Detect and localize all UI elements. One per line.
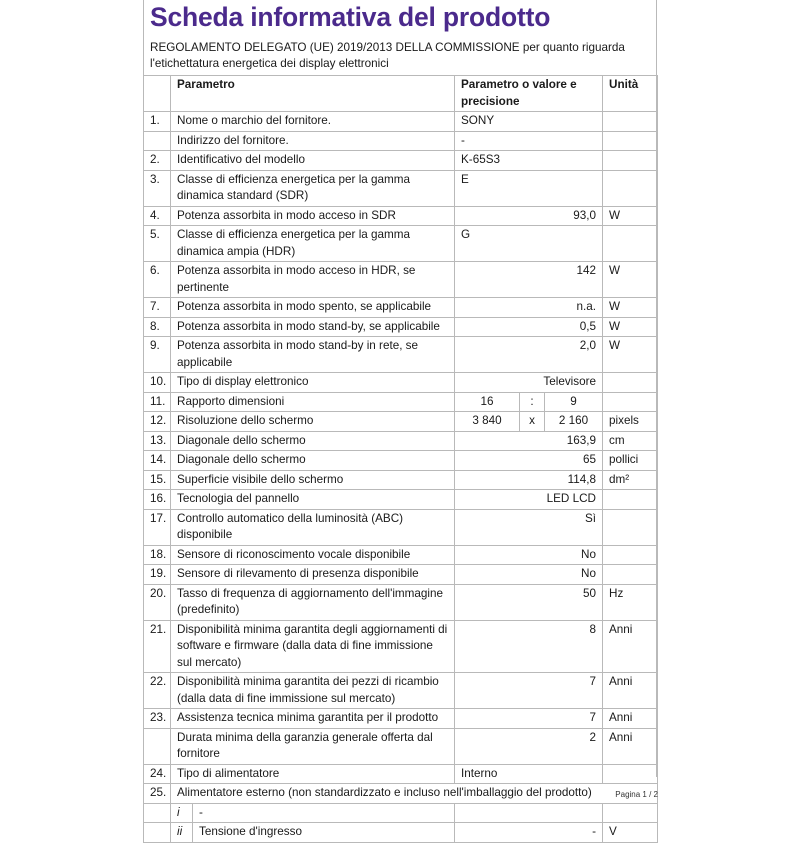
row-parameter: Assistenza tecnica minima garantita per il prodotto [171, 709, 455, 729]
row-value: - [455, 131, 603, 151]
row-number: 3. [144, 170, 171, 206]
table-row [144, 620, 658, 673]
subrow-index: ii [171, 823, 193, 842]
row-parameter: Tipo di display elettronico [171, 373, 455, 393]
row-value [455, 803, 603, 823]
row-number [144, 823, 171, 843]
row-value: 142 [455, 262, 603, 298]
row-value-b: 9 [545, 392, 603, 412]
row-parameter: Controllo automatico della luminosità (ABC) disponibile [171, 509, 455, 545]
table-row [144, 298, 658, 318]
row-unit: cm [603, 431, 658, 451]
row-value: 114,8 [455, 470, 603, 490]
header-value: Parametro o valore e precisione [455, 76, 603, 112]
row-parameter: Potenza assorbita in modo spento, se applicabile [171, 298, 455, 318]
row-parameter: Disponibilità minima garantita dei pezzi di ricambio (dalla data di fine immissione sul mercato) [171, 673, 455, 709]
table-row [144, 784, 658, 804]
row-value: LED LCD [455, 490, 603, 510]
row-unit [603, 490, 658, 510]
product-info-table [143, 75, 658, 843]
row-value-a: 16 [455, 392, 520, 412]
row-value: 0,5 [455, 317, 603, 337]
row-number: 22. [144, 673, 171, 709]
table-row [144, 764, 658, 784]
row-number: 25. [144, 784, 171, 804]
row-value-b: 2 160 [545, 412, 603, 432]
row-parameter: Disponibilità minima garantita degli aggiornamenti di software e firmware (dalla data di fine immissione sul mercato) [171, 620, 455, 673]
row-value: n.a. [455, 298, 603, 318]
row-unit: Hz [603, 584, 658, 620]
row-number: 10. [144, 373, 171, 393]
row-parameter: Potenza assorbita in modo stand-by in rete, se applicabile [171, 337, 455, 373]
table-row [144, 490, 658, 510]
row-value: Sì [455, 509, 603, 545]
table-row [144, 373, 658, 393]
row-unit: pollici [603, 451, 658, 471]
row-unit: W [603, 337, 658, 373]
row-unit: dm² [603, 470, 658, 490]
subrow-parameter [171, 823, 455, 843]
row-value-separator: x [520, 412, 545, 432]
row-number: 24. [144, 764, 171, 784]
row-unit [603, 565, 658, 585]
row-unit [603, 226, 658, 262]
row-value: 50 [455, 584, 603, 620]
row-number: 6. [144, 262, 171, 298]
row-parameter: Alimentatore esterno (non standardizzato e incluso nell'imballaggio del prodotto) [171, 784, 658, 804]
subrow-label: - [199, 805, 203, 819]
row-unit [603, 509, 658, 545]
table-row [144, 412, 658, 432]
row-unit: W [603, 262, 658, 298]
row-unit: Anni [603, 620, 658, 673]
row-number: 23. [144, 709, 171, 729]
row-unit: Anni [603, 709, 658, 729]
table-row [144, 545, 658, 565]
row-number [144, 131, 171, 151]
row-parameter: Classe di efficienza energetica per la gamma dinamica standard (SDR) [171, 170, 455, 206]
row-parameter: Durata minima della garanzia generale offerta dal fornitore [171, 728, 455, 764]
table-row [144, 728, 658, 764]
row-unit [603, 803, 658, 823]
row-number: 4. [144, 206, 171, 226]
row-value: Interno [455, 764, 603, 784]
row-number: 5. [144, 226, 171, 262]
row-number: 21. [144, 620, 171, 673]
row-value: G [455, 226, 603, 262]
row-parameter: Identificativo del modello [171, 151, 455, 171]
row-value: 2 [455, 728, 603, 764]
row-unit [603, 764, 658, 784]
row-value: Televisore [455, 373, 603, 393]
row-unit [603, 373, 658, 393]
row-number: 14. [144, 451, 171, 471]
table-subrow [144, 803, 658, 823]
row-unit: Anni [603, 728, 658, 764]
page-number: Pagina 1 / 2 [615, 790, 658, 799]
table-row [144, 206, 658, 226]
row-value: 8 [455, 620, 603, 673]
page-title: Scheda informativa del prodotto [150, 2, 551, 32]
row-number: 18. [144, 545, 171, 565]
row-unit: W [603, 206, 658, 226]
row-value: - [455, 823, 603, 843]
table-row [144, 170, 658, 206]
row-parameter: Diagonale dello schermo [171, 451, 455, 471]
row-number: 13. [144, 431, 171, 451]
row-unit: W [603, 317, 658, 337]
row-number: 12. [144, 412, 171, 432]
table-row [144, 337, 658, 373]
row-number: 2. [144, 151, 171, 171]
subrow-index: i [171, 804, 193, 823]
table-header [144, 76, 658, 112]
row-value: 93,0 [455, 206, 603, 226]
header-parameter: Parametro [171, 76, 455, 112]
row-parameter: Tipo di alimentatore [171, 764, 455, 784]
subrow-parameter [171, 803, 455, 823]
row-number: 7. [144, 298, 171, 318]
row-value: 7 [455, 673, 603, 709]
row-unit [603, 392, 658, 412]
table-row [144, 470, 658, 490]
table-row [144, 565, 658, 585]
row-value-a: 3 840 [455, 412, 520, 432]
row-number [144, 728, 171, 764]
table-row [144, 226, 658, 262]
row-unit: V [603, 823, 658, 843]
table-row [144, 262, 658, 298]
row-parameter: Sensore di rilevamento di presenza disponibile [171, 565, 455, 585]
row-unit [603, 545, 658, 565]
row-value: No [455, 545, 603, 565]
row-value: 2,0 [455, 337, 603, 373]
row-unit [603, 151, 658, 171]
row-parameter: Diagonale dello schermo [171, 431, 455, 451]
regulation-subtitle: REGOLAMENTO DELEGATO (UE) 2019/2013 DELLA COMMISSIONE per quanto riguarda l'etichettatura energetica dei display elettronici [150, 41, 625, 70]
row-value: No [455, 565, 603, 585]
row-number: 16. [144, 490, 171, 510]
table-row [144, 131, 658, 151]
row-value: SONY [455, 112, 603, 132]
table-row [144, 584, 658, 620]
row-number: 15. [144, 470, 171, 490]
row-parameter: Nome o marchio del fornitore. [171, 112, 455, 132]
row-parameter: Potenza assorbita in modo acceso in HDR, se pertinente [171, 262, 455, 298]
row-unit [603, 112, 658, 132]
header-number [144, 76, 171, 112]
row-value: K-65S3 [455, 151, 603, 171]
header-unit: Unità [603, 76, 658, 112]
row-number: 11. [144, 392, 171, 412]
row-unit: W [603, 298, 658, 318]
row-number: 9. [144, 337, 171, 373]
row-value: 65 [455, 451, 603, 471]
row-value: E [455, 170, 603, 206]
row-number: 17. [144, 509, 171, 545]
row-unit: pixels [603, 412, 658, 432]
table-row [144, 392, 658, 412]
row-number: 8. [144, 317, 171, 337]
table-row [144, 509, 658, 545]
row-number: 1. [144, 112, 171, 132]
table-row [144, 317, 658, 337]
table-row [144, 451, 658, 471]
table-row [144, 431, 658, 451]
table-row [144, 112, 658, 132]
row-parameter: Sensore di riconoscimento vocale disponibile [171, 545, 455, 565]
row-number: 20. [144, 584, 171, 620]
row-parameter: Superficie visibile dello schermo [171, 470, 455, 490]
table-subrow [144, 823, 658, 843]
table-row [144, 709, 658, 729]
row-unit [603, 170, 658, 206]
row-number: 19. [144, 565, 171, 585]
row-value: 7 [455, 709, 603, 729]
row-value: 163,9 [455, 431, 603, 451]
row-parameter: Tecnologia del pannello [171, 490, 455, 510]
row-parameter: Potenza assorbita in modo stand-by, se applicabile [171, 317, 455, 337]
row-number [144, 803, 171, 823]
table-row [144, 673, 658, 709]
row-unit: Anni [603, 673, 658, 709]
row-parameter: Rapporto dimensioni [171, 392, 455, 412]
row-parameter: Indirizzo del fornitore. [171, 131, 455, 151]
row-parameter: Tasso di frequenza di aggiornamento dell'immagine (predefinito) [171, 584, 455, 620]
row-unit [603, 131, 658, 151]
table-row [144, 151, 658, 171]
row-parameter: Potenza assorbita in modo acceso in SDR [171, 206, 455, 226]
subrow-label: Tensione d'ingresso [199, 825, 302, 838]
row-parameter: Classe di efficienza energetica per la gamma dinamica ampia (HDR) [171, 226, 455, 262]
row-parameter: Risoluzione dello schermo [171, 412, 455, 432]
row-value-separator: : [520, 392, 545, 412]
